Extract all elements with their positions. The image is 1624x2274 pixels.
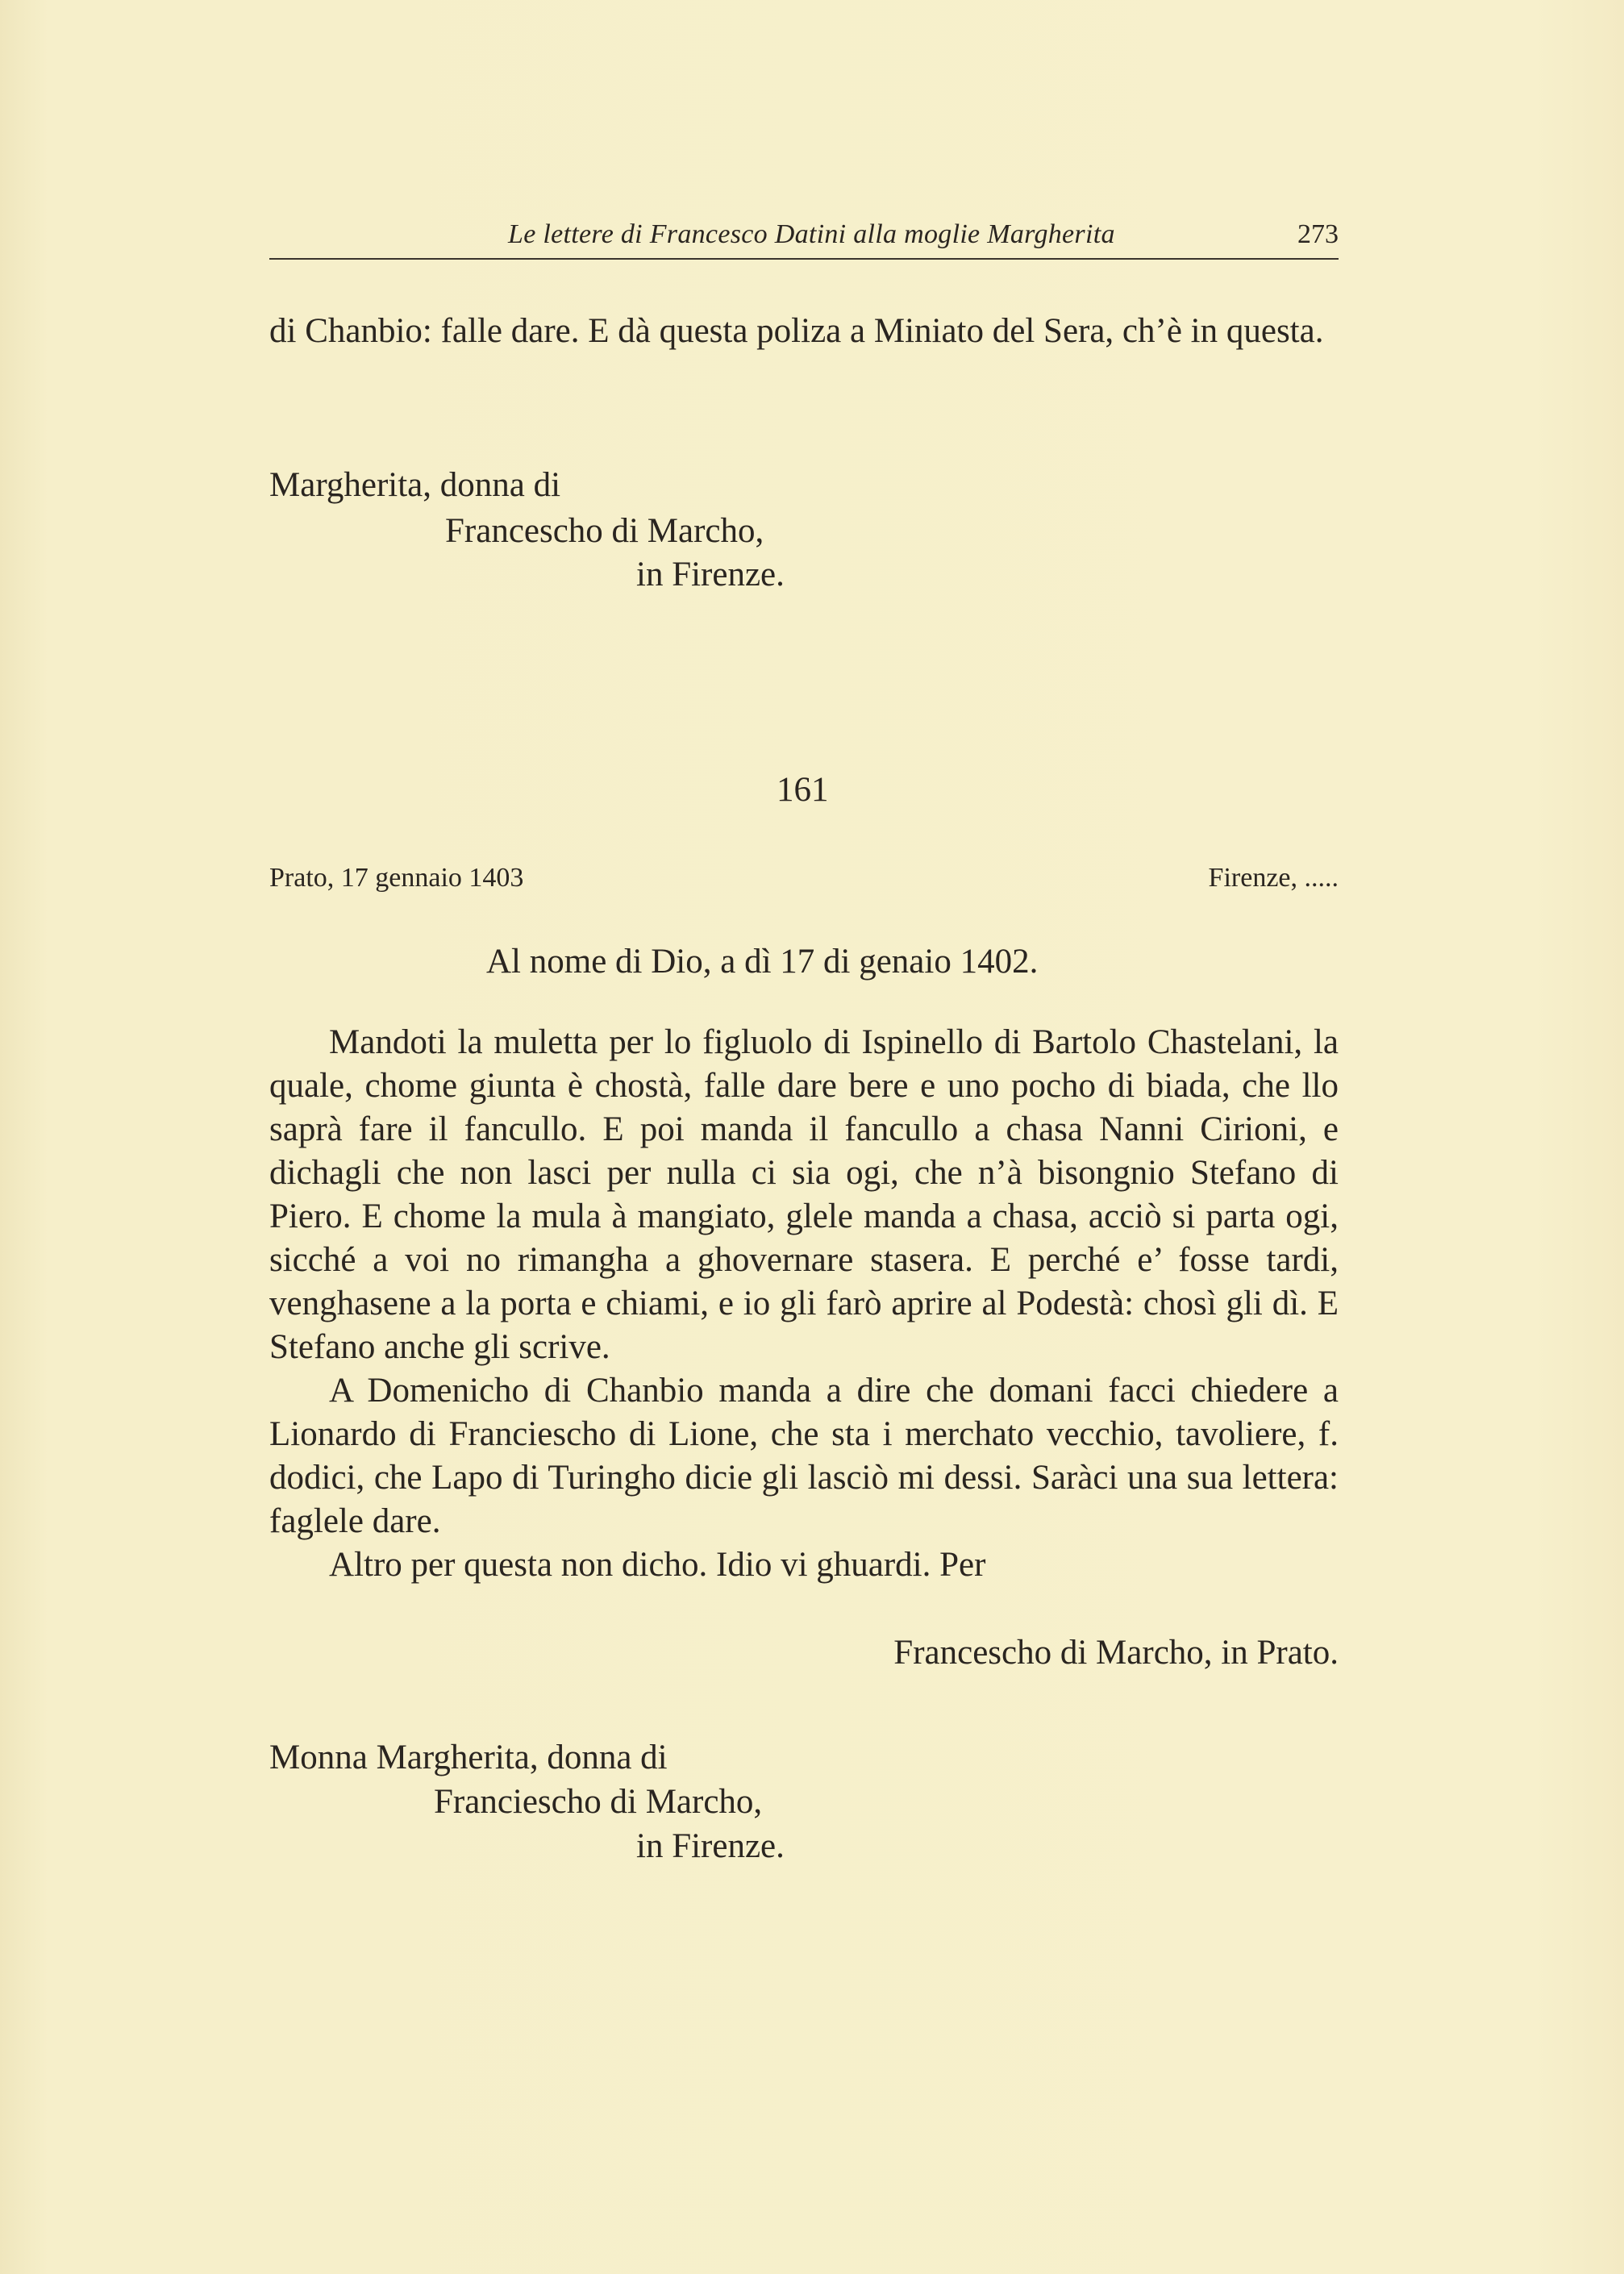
- address-line-1: Monna Margherita, donna di: [269, 1739, 668, 1776]
- address-line-3: in Firenze.: [636, 1827, 785, 1865]
- letter-signature: Francescho di Marcho, in Prato.: [893, 1634, 1339, 1672]
- letter-body: [269, 1021, 1339, 1587]
- prev-address-line-3: in Firenze.: [636, 556, 785, 593]
- letter-destination: Firenze, .....: [1208, 863, 1339, 893]
- prev-address-line-2: Francescho di Marcho,: [445, 512, 764, 550]
- address-line-2: Franciescho di Marcho,: [434, 1783, 763, 1821]
- prev-address-line-1: Margherita, donna di: [269, 466, 561, 504]
- closing-paragraph: di Chanbio: falle dare. E dà questa poliza a Miniato del Sera, ch’è in questa.: [269, 312, 1324, 350]
- page-number: 273: [1297, 219, 1339, 249]
- body-paragraph-1: Mandoti la muletta per lo figluolo di Ispinello di Bartolo Chastelani, la quale, chome giunta è chostà, falle dare bere e uno pocho di biada, che llo saprà fare il fancullo. E poi manda il fancullo a chasa Nanni Cirioni, e dichagli che non lasci per nulla ci sia ogi, che n’à bisongnio Stefano di Piero. E chome la mula à mangiato, glele manda a chasa, acciò si parta ogi, sicché a voi no rimangha a ghovernare stasera. E perché e’ fosse tardi, venghasene a la porta e chiami, e io gli farò aprire al Podestà: chosì gli dì. E Stefano anche gli scrive.: [269, 1023, 1339, 1366]
- running-title: Le lettere di Francesco Datini alla moglie Margherita: [508, 219, 1115, 249]
- previous-letter-closing: [269, 310, 1339, 353]
- letter-origin-date: Prato, 17 gennaio 1403: [269, 863, 524, 893]
- running-header: [269, 216, 1339, 260]
- body-paragraph-2: A Domenicho di Chanbio manda a dire che domani facci chiedere a Lionardo di Franciescho di Lione, che sta i merchato vecchio, tavoliere, f. dodici, che Lapo di Turingho dicie gli lasciò mi dessi. Saràci una sua lettera: faglele dare.: [269, 1372, 1339, 1540]
- letter-number: 161: [777, 771, 829, 809]
- body-paragraph-3: Altro per questa non dicho. Idio vi ghuardi. Per: [329, 1546, 986, 1584]
- letter-heading: Al nome di Dio, a dì 17 di genaio 1402.: [486, 943, 1039, 981]
